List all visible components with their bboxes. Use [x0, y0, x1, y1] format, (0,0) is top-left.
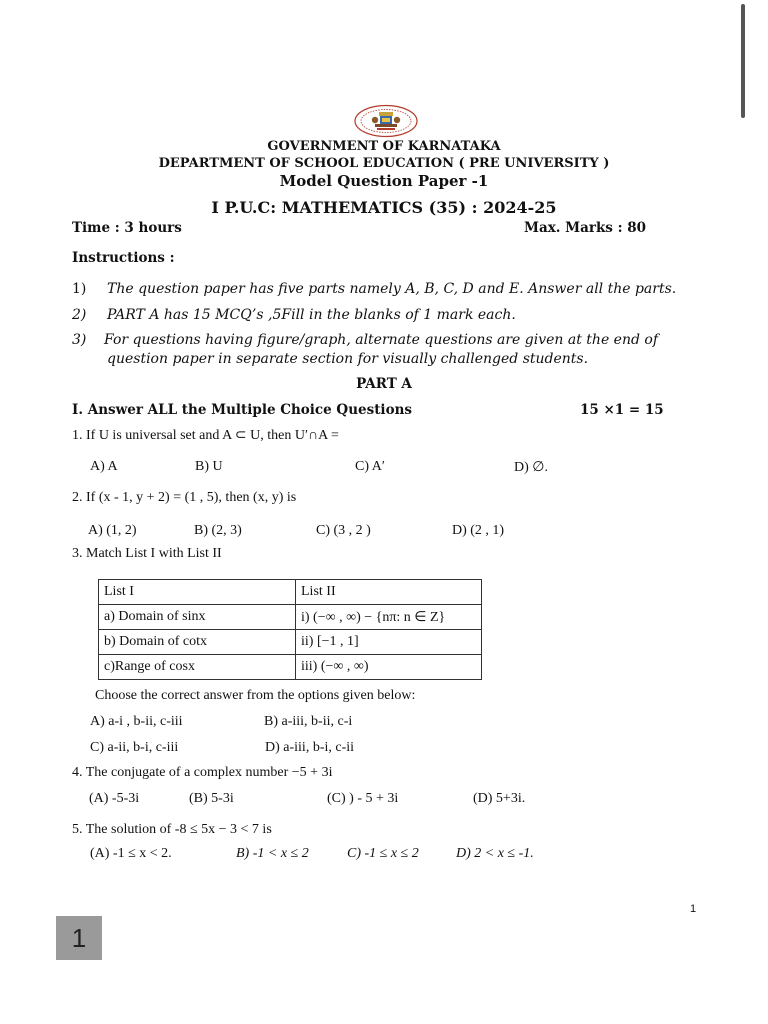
question-5: 5. The solution of -8 ≤ 5x − 3 < 7 is [72, 822, 272, 837]
table-cell: ii) [−1 , 1] [296, 630, 482, 655]
table-header-list-2: List II [296, 580, 482, 605]
page-number: 1 [690, 903, 697, 915]
instruction-2-number: 2) [72, 307, 87, 323]
table-row [99, 630, 482, 655]
question-4-option-c: (C) ) - 5 + 3i [327, 791, 399, 806]
question-1-option-b: B) U [195, 459, 223, 474]
question-5-option-d: D) 2 < x ≤ -1. [456, 846, 534, 861]
question-3-prompt: Choose the correct answer from the options given below: [95, 688, 416, 703]
question-1-option-c: C) A′ [355, 459, 385, 474]
question-2-option-c: C) (3 , 2 ) [316, 523, 371, 538]
question-1-option-d: D) ∅. [514, 460, 548, 475]
table-cell: c)Range of cosx [99, 655, 296, 680]
instruction-3-text-continued: question paper in separate section for visually challenged students. [107, 351, 589, 367]
table-header-row [99, 580, 482, 605]
exam-time: Time : 3 hours [72, 220, 182, 236]
table-cell: iii) (−∞ , ∞) [296, 655, 482, 680]
table-header-list-1: List I [99, 580, 296, 605]
question-1: 1. If U is universal set and A ⊂ U, then U′∩A = [72, 428, 339, 443]
page-indicator-badge[interactable]: 1 [56, 916, 102, 960]
question-3: 3. Match List I with List II [72, 546, 222, 561]
section-marks: 15 ×1 = 15 [580, 402, 664, 418]
question-4-option-a: (A) -5-3i [89, 791, 140, 806]
question-4-option-d: (D) 5+3i. [473, 791, 526, 806]
question-5-option-c: C) -1 ≤ x ≤ 2 [347, 846, 419, 861]
question-3-option-b: B) a-iii, b-ii, c-i [264, 714, 353, 729]
table-row [99, 605, 482, 630]
table-cell: a) Domain of sinx [99, 605, 296, 630]
instruction-3-text: For questions having figure/graph, alternate questions are given at the end of [104, 332, 659, 348]
question-5-option-b: B) -1 < x ≤ 2 [236, 846, 309, 861]
question-2: 2. If (x - 1, y + 2) = (1 , 5), then (x, y) is [72, 490, 297, 505]
instruction-1-number: 1) [72, 281, 87, 297]
scrollbar[interactable] [741, 4, 745, 118]
match-list-table [98, 579, 482, 680]
instructions-title: Instructions : [72, 250, 175, 266]
question-2-option-a: A) (1, 2) [88, 523, 137, 538]
section-title: I. Answer ALL the Multiple Choice Questions [72, 402, 412, 418]
question-4-option-b: (B) 5-3i [189, 791, 234, 806]
part-a-heading: PART A [356, 376, 412, 392]
header-subject: I P.U.C: MATHEMATICS (35) : 2024-25 [211, 198, 557, 217]
header-department: DEPARTMENT OF SCHOOL EDUCATION ( PRE UNIVERSITY ) [158, 156, 610, 171]
question-2-option-d: D) (2 , 1) [452, 523, 505, 538]
table-cell: b) Domain of cotx [99, 630, 296, 655]
header-model-paper: Model Question Paper -1 [279, 172, 489, 190]
karnataka-emblem-logo [353, 104, 419, 138]
question-5-option-a: (A) -1 ≤ x < 2. [90, 846, 172, 861]
exam-max-marks: Max. Marks : 80 [524, 220, 647, 236]
instruction-2-text: PART A has 15 MCQ’s ,5Fill in the blanks of 1 mark each. [107, 307, 516, 323]
question-3-option-a: A) a-i , b-ii, c-iii [90, 714, 183, 729]
table-cell: i) (−∞ , ∞) − {nπ: n ∈ Z} [296, 605, 482, 630]
instruction-3-number: 3) [72, 332, 87, 348]
question-1-option-a: A) A [90, 459, 118, 474]
question-3-option-d: D) a-iii, b-i, c-ii [265, 740, 355, 755]
question-3-option-c: C) a-ii, b-i, c-iii [90, 740, 179, 755]
instruction-1-text: The question paper has five parts namely A, B, C, D and E. Answer all the parts. [107, 281, 677, 297]
table-row [99, 655, 482, 680]
question-2-option-b: B) (2, 3) [194, 523, 242, 538]
header-government: GOVERNMENT OF KARNATAKA [267, 139, 501, 154]
question-4: 4. The conjugate of a complex number −5 + 3i [72, 765, 333, 780]
